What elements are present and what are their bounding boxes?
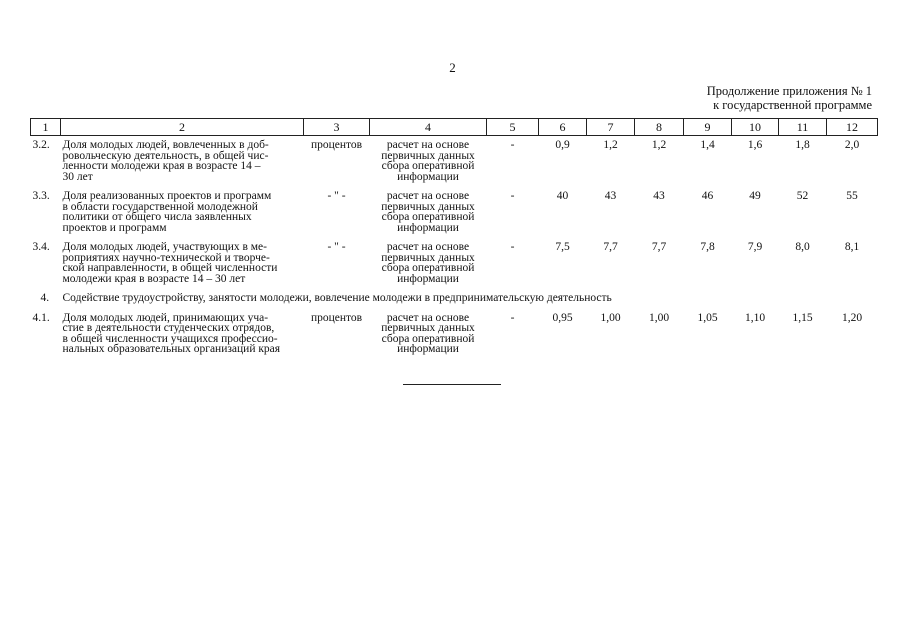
year-value: 8,0 xyxy=(795,241,810,253)
source xyxy=(370,238,487,289)
indicator-name-line: нальных образовательных организаций края xyxy=(62,343,281,355)
indicator-name-line: 30 лет xyxy=(62,170,93,183)
year-value: 1,6 xyxy=(747,139,763,151)
source-line: сбора оперативной xyxy=(381,211,475,223)
year-value: 7,8 xyxy=(700,241,715,253)
indicator-name xyxy=(61,136,304,188)
year-value: 1,2 xyxy=(603,139,618,151)
unit: - " - xyxy=(327,241,346,253)
header-cell: 8 xyxy=(635,119,684,136)
source-line: первичных данных xyxy=(381,200,475,213)
row-number: 4.1. xyxy=(32,311,50,324)
indicator-name-line: в области государственной молодежной xyxy=(62,200,258,213)
year-value: 0,95 xyxy=(552,311,573,324)
indicator-name-line: Доля молодых людей, участвующих в ме- xyxy=(62,241,267,253)
header-cell: 4 xyxy=(370,119,487,136)
table-row xyxy=(31,309,878,360)
header-cell: 7 xyxy=(587,119,635,136)
year-value: 1,8 xyxy=(795,139,810,151)
indicator-name-line: в общей численности учащихся профессио- xyxy=(62,332,278,345)
appendix-line-2: к государственной программе xyxy=(713,98,872,112)
year-value: 1,20 xyxy=(841,311,863,324)
year-value: 7,7 xyxy=(651,241,667,253)
indicator-name-line: стие в деятельности студенческих отрядов, xyxy=(62,322,275,334)
year-value: 7,9 xyxy=(747,241,763,253)
header-cell: 5 xyxy=(487,119,539,136)
source-line: первичных данных xyxy=(381,149,475,162)
indicators-table xyxy=(30,118,878,360)
indicator-name-line: Доля молодых людей, вовлеченных в доб- xyxy=(62,139,269,151)
indicator-name-line: молодежи края в возрасте 14 – 30 лет xyxy=(62,272,246,285)
indicator-name xyxy=(61,187,304,238)
source-line: сбора оперативной xyxy=(381,332,475,345)
year-value: 1,05 xyxy=(697,311,718,324)
section-row xyxy=(31,289,878,309)
source-line: информации xyxy=(397,272,459,285)
source xyxy=(370,187,487,238)
indicator-name-line: ровольческую деятельность, в общей чис- xyxy=(62,149,269,162)
year-value: 8,1 xyxy=(844,241,860,253)
header-cell: 12 xyxy=(827,119,878,136)
indicator-name-line: ской направленности, в общей численности xyxy=(62,262,278,274)
year-value: 1,00 xyxy=(600,311,621,324)
indicator-name-line: проектов и программ xyxy=(62,221,167,234)
header-cell: 3 xyxy=(304,119,370,136)
source-line: сбора оперативной xyxy=(381,262,475,274)
year-value: 1,2 xyxy=(651,139,667,151)
year-value: 43 xyxy=(653,190,665,202)
source-line: информации xyxy=(397,221,459,234)
source-line: расчет на основе xyxy=(386,190,470,202)
source-line: расчет на основе xyxy=(386,241,470,253)
source xyxy=(370,309,487,360)
header-cell: 11 xyxy=(779,119,827,136)
source-line: расчет на основе xyxy=(386,139,470,151)
year-value: 52 xyxy=(796,190,809,202)
unit: процентов xyxy=(310,311,363,324)
year-value: 1,15 xyxy=(792,311,813,324)
header-cell: 9 xyxy=(684,119,732,136)
source xyxy=(370,136,487,188)
indicator-name-line: Доля молодых людей, принимающих уча- xyxy=(62,311,269,324)
source-line: информации xyxy=(397,343,459,355)
page-number: 2 xyxy=(449,60,456,75)
section-number: 4. xyxy=(40,292,50,304)
unit: процентов xyxy=(310,139,363,151)
unit: - " - xyxy=(327,190,346,202)
indicator-name-line: Доля реализованных проектов и программ xyxy=(62,190,272,202)
column-5-value: - xyxy=(510,241,515,253)
source-line: расчет на основе xyxy=(386,311,470,324)
row-number: 3.4. xyxy=(32,241,50,253)
column-5-value: - xyxy=(510,311,515,324)
header-row xyxy=(31,119,878,136)
column-5-value: - xyxy=(510,190,515,202)
year-value: 46 xyxy=(701,190,714,202)
appendix-caption xyxy=(707,84,872,112)
row-number: 3.3. xyxy=(32,190,50,202)
year-value: 43 xyxy=(604,190,617,202)
header-cell: 1 xyxy=(31,119,61,136)
year-value: 1,00 xyxy=(648,311,670,324)
column-5-value: - xyxy=(510,139,515,151)
indicator-name-line: роприятиях научно-технической и творче- xyxy=(62,251,270,264)
table-row xyxy=(31,187,878,238)
indicator-name xyxy=(61,238,304,289)
section-title: Содействие трудоустройству, занятости молодежи, вовлечение молодежи в предпринимательскую деятельность xyxy=(62,292,612,304)
year-value: 1,10 xyxy=(744,311,766,324)
indicator-name xyxy=(61,309,304,360)
source-line: первичных данных xyxy=(381,251,475,264)
year-value: 1,4 xyxy=(700,139,715,151)
year-value: 40 xyxy=(556,190,569,202)
year-value: 7,5 xyxy=(555,241,570,253)
appendix-line-1: Продолжение приложения № 1 xyxy=(706,84,872,98)
header-cell: 2 xyxy=(61,119,304,136)
year-value: 0,9 xyxy=(555,139,570,151)
header-cell: 10 xyxy=(732,119,779,136)
year-value: 55 xyxy=(846,190,858,202)
row-number: 3.2. xyxy=(32,139,50,151)
indicator-name-line: ленности молодежи края в возрасте 14 – xyxy=(62,160,261,172)
end-divider xyxy=(403,384,501,385)
table-row xyxy=(31,238,878,289)
indicator-name-line: политики от общего числа заявленных xyxy=(62,211,252,223)
header-cell: 6 xyxy=(539,119,587,136)
year-value: 7,7 xyxy=(603,241,618,253)
table-row xyxy=(31,136,878,188)
source-line: сбора оперативной xyxy=(381,160,475,172)
year-value: 49 xyxy=(749,190,761,202)
year-value: 2,0 xyxy=(844,139,860,151)
source-line: информации xyxy=(397,170,459,183)
source-line: первичных данных xyxy=(381,322,475,334)
